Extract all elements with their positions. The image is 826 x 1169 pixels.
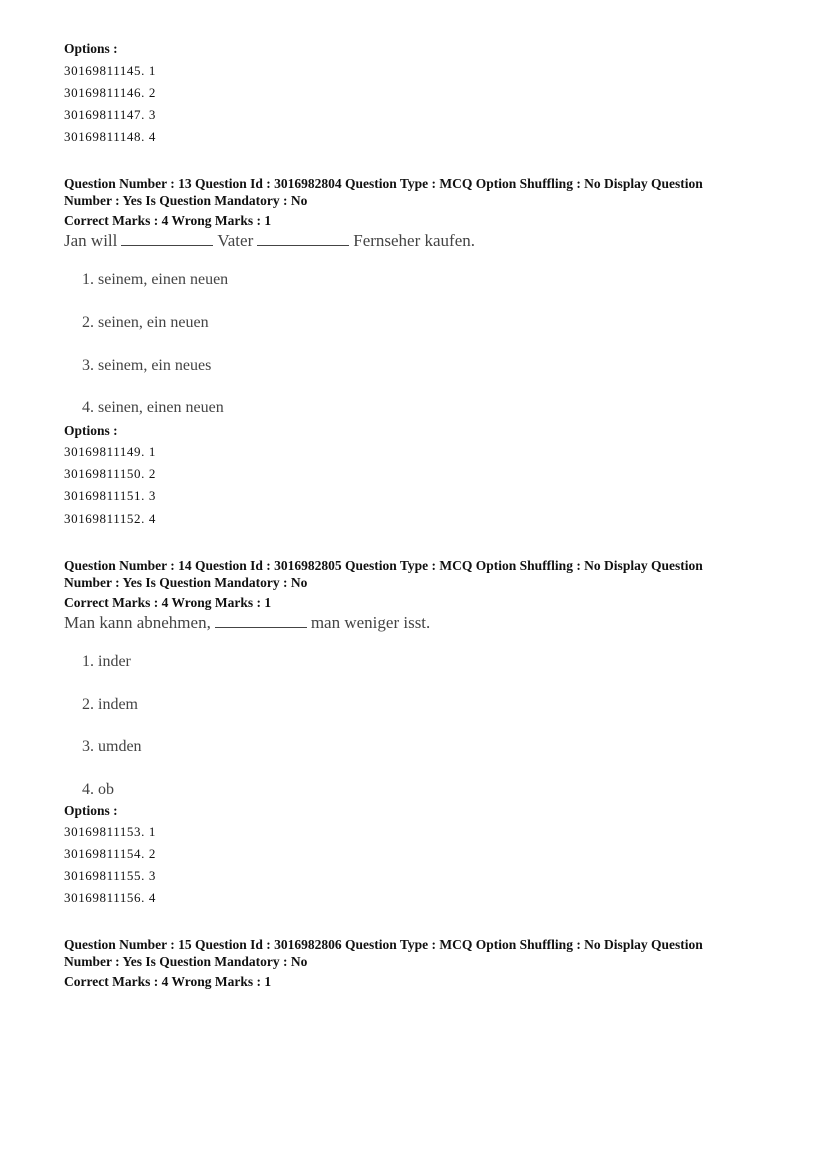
option-id: 30169811147. 3	[64, 107, 156, 122]
question-header-line: Question Number : 14 Question Id : 3016982805 Question Type : MCQ Option Shuffling : No Display Question	[64, 558, 703, 573]
question-header-13	[64, 175, 764, 209]
option-id: 30169811146. 2	[64, 85, 156, 100]
question-marks: Correct Marks : 4 Wrong Marks : 1	[64, 213, 272, 228]
question-header-line: Question Number : 15 Question Id : 3016982806 Question Type : MCQ Option Shuffling : No Display Question	[64, 937, 703, 952]
question-header-14	[64, 557, 764, 591]
question-marks: Correct Marks : 4 Wrong Marks : 1	[64, 595, 272, 610]
options-label: Options :	[64, 41, 118, 56]
question-header-line: Question Number : 13 Question Id : 3016982804 Question Type : MCQ Option Shuffling : No Display Question	[64, 176, 703, 191]
stem-text: man weniger isst.	[310, 613, 431, 632]
question-header-15	[64, 936, 764, 970]
stem-text: Jan will	[64, 231, 118, 250]
fill-blank	[121, 231, 213, 246]
fill-blank	[257, 231, 349, 246]
answer-choice: 2. indem	[82, 696, 138, 713]
stem-text: Fernseher kaufen.	[353, 231, 476, 250]
question-header-line: Number : Yes Is Question Mandatory : No	[64, 575, 308, 590]
option-id: 30169811153. 1	[64, 824, 156, 839]
option-id: 30169811154. 2	[64, 846, 156, 861]
answer-choice: 4. seinen, einen neuen	[82, 399, 224, 416]
answer-choice: 3. umden	[82, 738, 142, 755]
option-id: 30169811150. 2	[64, 466, 156, 481]
option-id: 30169811152. 4	[64, 511, 156, 526]
answer-choice: 4. ob	[82, 781, 114, 798]
option-id: 30169811145. 1	[64, 63, 156, 78]
option-id: 30169811149. 1	[64, 444, 156, 459]
question-stem-14	[64, 613, 430, 633]
answer-choice: 1. inder	[82, 653, 131, 670]
question-stem-13	[64, 231, 475, 251]
options-label: Options :	[64, 803, 118, 818]
question-header-line: Number : Yes Is Question Mandatory : No	[64, 193, 308, 208]
option-id: 30169811155. 3	[64, 868, 156, 883]
question-header-line: Number : Yes Is Question Mandatory : No	[64, 954, 308, 969]
options-label: Options :	[64, 423, 118, 438]
answer-choice: 2. seinen, ein neuen	[82, 314, 209, 331]
option-id: 30169811148. 4	[64, 129, 156, 144]
answer-choice: 3. seinem, ein neues	[82, 357, 212, 374]
stem-text: Man kann abnehmen,	[64, 613, 211, 632]
question-marks: Correct Marks : 4 Wrong Marks : 1	[64, 974, 272, 989]
stem-text: Vater	[217, 231, 254, 250]
answer-choice: 1. seinem, einen neuen	[82, 271, 229, 288]
option-id: 30169811156. 4	[64, 890, 156, 905]
option-id: 30169811151. 3	[64, 488, 156, 503]
fill-blank	[215, 613, 307, 628]
